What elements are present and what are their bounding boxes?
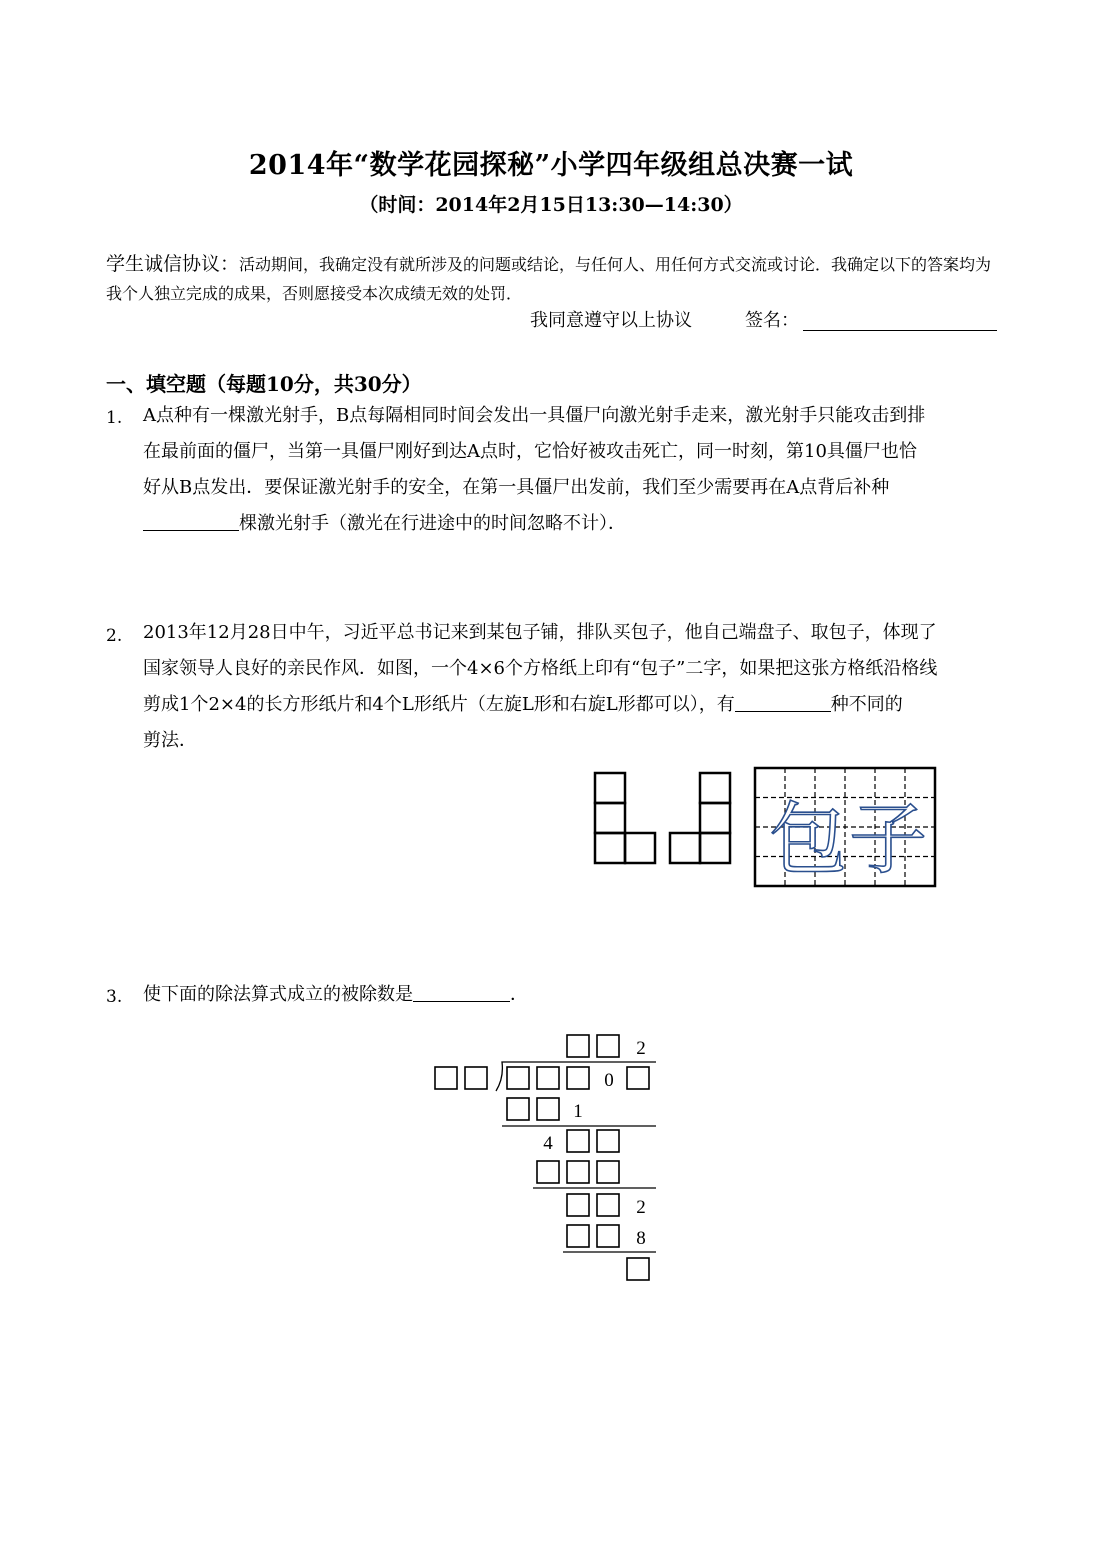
step-2-box[interactable] bbox=[567, 1130, 589, 1152]
pledge-text: 活动期间，我确定没有就所涉及的问题或结论，与任何人、用任何方式交流或讨论．我确定以下的答案均为我个人独立完成的成果，否则愿接受本次成绩无效的处罚． bbox=[106, 255, 992, 303]
step-3-box[interactable] bbox=[597, 1161, 619, 1183]
step-5-box[interactable] bbox=[597, 1225, 619, 1247]
step-2-digit: 4 bbox=[543, 1133, 553, 1154]
dividend-digit: 0 bbox=[604, 1070, 614, 1091]
question-2-figure bbox=[590, 768, 940, 893]
question-3 bbox=[143, 977, 1003, 1013]
step-1-box[interactable] bbox=[537, 1098, 559, 1120]
question-2-line-2: 国家领导人良好的亲民作风．如图，一个4×6个方格纸上印有“包子”二字，如果把这张方格纸沿格线 bbox=[143, 658, 938, 679]
question-1-line-1: A点种有一棵激光射手，B点每隔相同时间会发出一具僵尸向激光射手走来，激光射手只能攻击到排 bbox=[143, 405, 926, 426]
dividend-box[interactable] bbox=[627, 1067, 649, 1089]
question-1 bbox=[143, 398, 1003, 542]
grid-char-zi: 子 bbox=[848, 795, 928, 885]
pledge-agree: 我同意遵守以上协议 bbox=[530, 310, 692, 331]
left-l-shape bbox=[595, 773, 655, 863]
dividend-box[interactable] bbox=[507, 1067, 529, 1089]
page-title: 2014年“数学花园探秘”小学四年级组总决赛一试 bbox=[248, 150, 854, 181]
quotient-box[interactable] bbox=[567, 1035, 589, 1057]
question-1-line-4: 棵激光射手（激光在行进途中的时间忽略不计）． bbox=[239, 513, 626, 534]
step-5-box[interactable] bbox=[567, 1225, 589, 1247]
divisor-box[interactable] bbox=[435, 1067, 457, 1089]
step-4-box[interactable] bbox=[567, 1194, 589, 1216]
step-1-digit: 1 bbox=[573, 1101, 583, 1122]
question-2 bbox=[143, 615, 1003, 759]
long-division bbox=[430, 1030, 670, 1290]
signature-field[interactable] bbox=[803, 330, 997, 331]
step-3-box[interactable] bbox=[537, 1161, 559, 1183]
signature-label: 签名： bbox=[745, 310, 799, 331]
question-3-answer-blank[interactable] bbox=[413, 983, 510, 1002]
exam-time: （时间：2014年2月15日13:30—14:30） bbox=[359, 194, 743, 216]
step-4-digit: 2 bbox=[636, 1197, 646, 1218]
dividend-box[interactable] bbox=[567, 1067, 589, 1089]
remainder-box[interactable] bbox=[627, 1258, 649, 1280]
question-2-line-1: 2013年12月28日中午，习近平总书记来到某包子铺，排队买包子，他自己端盘子、取包子，体现了 bbox=[143, 622, 937, 643]
quotient-box[interactable] bbox=[597, 1035, 619, 1057]
question-3-end: ． bbox=[510, 984, 528, 1005]
question-3-text: 使下面的除法算式成立的被除数是 bbox=[143, 984, 413, 1005]
question-2-answer-blank[interactable] bbox=[735, 693, 831, 712]
divisor-box[interactable] bbox=[465, 1067, 487, 1089]
question-2-line-3-end: 种不同的 bbox=[830, 694, 903, 715]
question-2-number: 2. bbox=[106, 626, 123, 646]
dividend-box[interactable] bbox=[537, 1067, 559, 1089]
step-5-digit: 8 bbox=[636, 1228, 646, 1249]
pledge-lead: 学生诚信协议： bbox=[106, 253, 240, 275]
step-1-box[interactable] bbox=[507, 1098, 529, 1120]
baozi-grid bbox=[755, 768, 935, 886]
honesty-pledge bbox=[106, 250, 998, 308]
question-1-answer-blank[interactable] bbox=[143, 512, 239, 531]
question-1-number: 1. bbox=[106, 408, 123, 428]
section-heading: 一、填空题（每题10分，共30分） bbox=[106, 372, 422, 396]
question-1-line-3: 好从B点发出．要保证激光射手的安全，在第一具僵尸出发前，我们至少需要再在A点背后补种 bbox=[143, 477, 890, 498]
grid-char-bao: 包 bbox=[768, 795, 848, 885]
right-l-shape bbox=[670, 773, 730, 863]
question-1-line-2: 在最前面的僵尸，当第一具僵尸刚好到达A点时，它恰好被攻击死亡，同一时刻，第10具僵尸也恰 bbox=[143, 441, 917, 462]
question-2-line-4: 剪法． bbox=[143, 730, 197, 751]
quotient-digit: 2 bbox=[636, 1038, 646, 1059]
step-3-box[interactable] bbox=[567, 1161, 589, 1183]
question-2-line-3: 剪成1个2×4的长方形纸片和4个L形纸片（左旋L形和右旋L形都可以），有 bbox=[143, 694, 735, 715]
question-3-number: 3. bbox=[106, 987, 123, 1007]
step-4-box[interactable] bbox=[597, 1194, 619, 1216]
step-2-box[interactable] bbox=[597, 1130, 619, 1152]
